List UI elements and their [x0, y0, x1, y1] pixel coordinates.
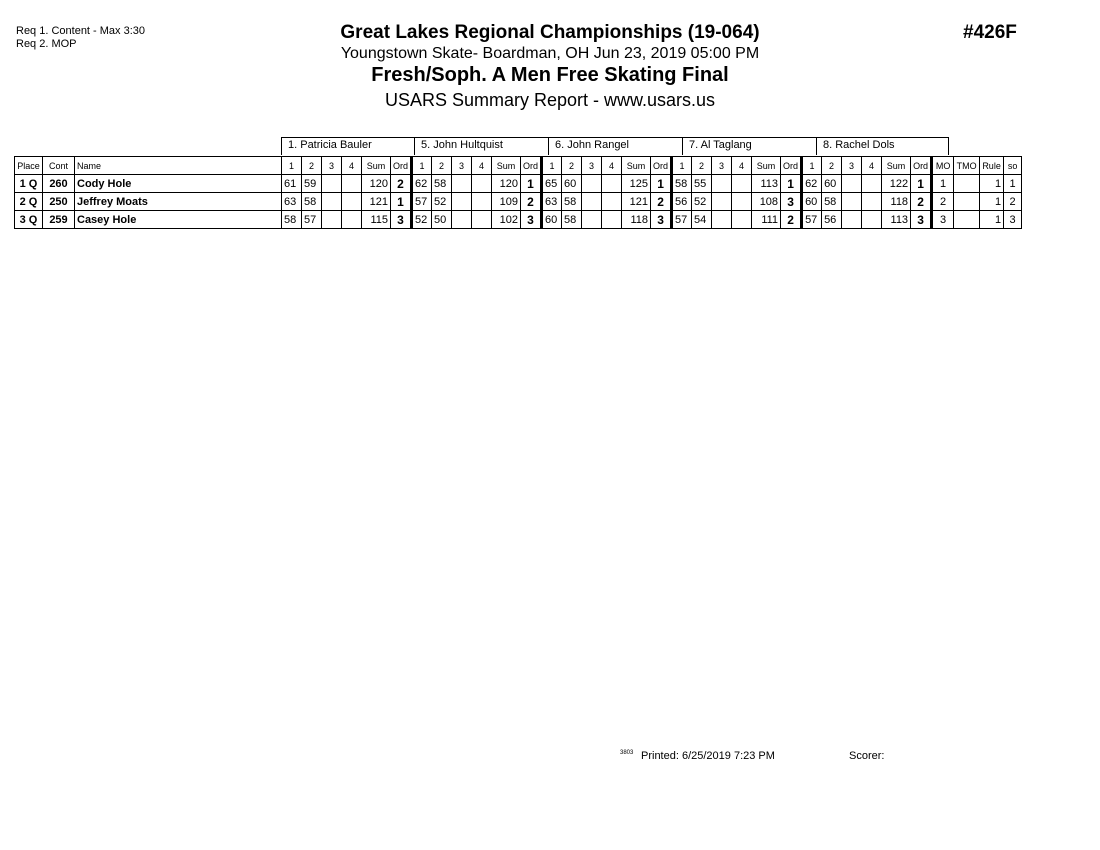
mark-cell: 62	[802, 175, 822, 193]
mark-cell	[342, 211, 362, 229]
printed-timestamp: Printed: 6/25/2019 7:23 PM	[641, 750, 775, 762]
column-header-name: Name	[75, 157, 282, 175]
column-header-rule: Rule	[980, 157, 1004, 175]
column-header-sum: Sum	[492, 157, 521, 175]
column-header-sum: Sum	[752, 157, 781, 175]
mark-cell	[472, 175, 492, 193]
results-table	[14, 156, 1022, 229]
column-header-mark: 4	[342, 157, 362, 175]
mark-cell: 60	[822, 175, 842, 193]
column-header-mark: 1	[802, 157, 822, 175]
sum-cell: 118	[882, 193, 911, 211]
column-header-mark: 4	[732, 157, 752, 175]
event-name: Fresh/Soph. A Men Free Skating Final	[371, 64, 729, 86]
column-header-mo: MO	[932, 157, 954, 175]
mark-cell	[842, 193, 862, 211]
so-cell: 1	[1004, 175, 1022, 193]
event-number: #426F	[963, 22, 1017, 43]
sum-cell: 113	[752, 175, 781, 193]
ordinal-cell: 3	[391, 211, 412, 229]
judge-name: 8. Rachel Dols	[816, 137, 949, 155]
place-cell: 1 Q	[15, 175, 43, 193]
mark-cell	[322, 193, 342, 211]
scorer-label: Scorer:	[849, 750, 885, 762]
column-header-place: Place	[15, 157, 43, 175]
mark-cell: 59	[302, 175, 322, 193]
ordinal-cell: 2	[781, 211, 802, 229]
mark-cell	[582, 193, 602, 211]
mark-cell: 58	[822, 193, 842, 211]
mark-cell: 62	[412, 175, 432, 193]
tmo-cell	[954, 193, 980, 211]
skater-name-cell: Casey Hole	[75, 211, 282, 229]
column-header-ord: Ord	[911, 157, 932, 175]
column-header-so: so	[1004, 157, 1022, 175]
ordinal-cell: 2	[651, 193, 672, 211]
column-header-mark: 1	[282, 157, 302, 175]
rule-cell: 1	[980, 175, 1004, 193]
column-header-cont: Cont	[43, 157, 75, 175]
sum-cell: 115	[362, 211, 391, 229]
ordinal-cell: 2	[911, 193, 932, 211]
mark-cell: 58	[562, 211, 582, 229]
judge-name: 1. Patricia Bauler	[281, 137, 415, 155]
judges-header	[0, 137, 1100, 155]
location-datetime: Youngstown Skate- Boardman, OH Jun 23, 2019 05:00 PM	[340, 45, 760, 62]
mark-cell: 58	[302, 193, 322, 211]
mark-cell: 63	[542, 193, 562, 211]
sum-cell: 121	[622, 193, 651, 211]
mark-cell	[732, 193, 752, 211]
place-cell: 3 Q	[15, 211, 43, 229]
mark-cell: 60	[542, 211, 562, 229]
mark-cell	[732, 175, 752, 193]
place-cell: 2 Q	[15, 193, 43, 211]
skater-name-cell: Cody Hole	[75, 175, 282, 193]
column-header-mark: 3	[842, 157, 862, 175]
mark-cell: 60	[802, 193, 822, 211]
column-header-mark: 3	[452, 157, 472, 175]
sum-cell: 109	[492, 193, 521, 211]
column-header-mark: 1	[542, 157, 562, 175]
tmo-cell	[954, 175, 980, 193]
judge-name: 6. John Rangel	[548, 137, 683, 155]
mark-cell: 57	[672, 211, 692, 229]
report-code: 3803	[620, 750, 634, 756]
column-header-mark: 3	[322, 157, 342, 175]
mark-cell	[602, 193, 622, 211]
mark-cell: 55	[692, 175, 712, 193]
mark-cell: 61	[282, 175, 302, 193]
sum-cell: 125	[622, 175, 651, 193]
sum-cell: 108	[752, 193, 781, 211]
mo-cell: 1	[932, 175, 954, 193]
mark-cell	[712, 193, 732, 211]
mark-cell	[452, 211, 472, 229]
contestant-number-cell: 260	[43, 175, 75, 193]
ordinal-cell: 2	[521, 193, 542, 211]
column-header-ord: Ord	[651, 157, 672, 175]
mark-cell	[582, 175, 602, 193]
column-header-mark: 2	[302, 157, 322, 175]
ordinal-cell: 2	[391, 175, 412, 193]
sum-cell: 113	[882, 211, 911, 229]
mark-cell: 58	[432, 175, 452, 193]
mark-cell	[862, 193, 882, 211]
mark-cell	[342, 193, 362, 211]
table-row	[15, 175, 1022, 193]
rule-cell: 1	[980, 211, 1004, 229]
mark-cell: 63	[282, 193, 302, 211]
tmo-cell	[954, 211, 980, 229]
column-header-tmo: TMO	[954, 157, 980, 175]
mark-cell	[862, 175, 882, 193]
column-header-ord: Ord	[391, 157, 412, 175]
ordinal-cell: 3	[651, 211, 672, 229]
column-header-sum: Sum	[362, 157, 391, 175]
column-header-mark: 4	[472, 157, 492, 175]
column-header-row	[15, 157, 1022, 175]
mark-cell	[732, 211, 752, 229]
ordinal-cell: 3	[911, 211, 932, 229]
mark-cell	[472, 193, 492, 211]
mark-cell	[322, 211, 342, 229]
column-header-mark: 4	[602, 157, 622, 175]
mark-cell: 54	[692, 211, 712, 229]
mark-cell	[452, 193, 472, 211]
sum-cell: 120	[492, 175, 521, 193]
judge-name: 5. John Hultquist	[414, 137, 549, 155]
column-header-mark: 2	[562, 157, 582, 175]
mark-cell: 57	[802, 211, 822, 229]
column-header-mark: 2	[692, 157, 712, 175]
sum-cell: 120	[362, 175, 391, 193]
column-header-ord: Ord	[521, 157, 542, 175]
column-header-sum: Sum	[882, 157, 911, 175]
mark-cell: 58	[282, 211, 302, 229]
mark-cell: 56	[672, 193, 692, 211]
competition-title: Great Lakes Regional Championships (19-064)	[340, 22, 760, 43]
rule-cell: 1	[980, 193, 1004, 211]
mark-cell	[322, 175, 342, 193]
mark-cell: 65	[542, 175, 562, 193]
mark-cell: 58	[562, 193, 582, 211]
mark-cell: 56	[822, 211, 842, 229]
requirement-1: Req 1. Content - Max 3:30	[16, 25, 146, 37]
column-header-mark: 2	[432, 157, 452, 175]
column-header-mark: 1	[412, 157, 432, 175]
sum-cell: 102	[492, 211, 521, 229]
mark-cell	[842, 175, 862, 193]
mark-cell	[342, 175, 362, 193]
mo-cell: 3	[932, 211, 954, 229]
column-header-mark: 2	[822, 157, 842, 175]
table-row	[15, 193, 1022, 211]
column-header-ord: Ord	[781, 157, 802, 175]
mark-cell: 58	[672, 175, 692, 193]
column-header-mark: 3	[582, 157, 602, 175]
mark-cell	[452, 175, 472, 193]
requirement-2: Req 2. MOP	[16, 38, 77, 50]
column-header-mark: 3	[712, 157, 732, 175]
mark-cell	[842, 211, 862, 229]
judge-name: 7. Al Taglang	[682, 137, 817, 155]
mark-cell: 52	[412, 211, 432, 229]
column-header-sum: Sum	[622, 157, 651, 175]
mark-cell	[582, 211, 602, 229]
mo-cell: 2	[932, 193, 954, 211]
sum-cell: 118	[622, 211, 651, 229]
column-header-mark: 1	[672, 157, 692, 175]
mark-cell: 50	[432, 211, 452, 229]
mark-cell	[862, 211, 882, 229]
table-row	[15, 211, 1022, 229]
ordinal-cell: 1	[651, 175, 672, 193]
so-cell: 2	[1004, 193, 1022, 211]
sum-cell: 111	[752, 211, 781, 229]
column-header-mark: 4	[862, 157, 882, 175]
ordinal-cell: 3	[521, 211, 542, 229]
ordinal-cell: 1	[521, 175, 542, 193]
so-cell: 3	[1004, 211, 1022, 229]
report-title: USARS Summary Report - www.usars.us	[384, 90, 716, 110]
mark-cell: 57	[412, 193, 432, 211]
skater-name-cell: Jeffrey Moats	[75, 193, 282, 211]
ordinal-cell: 1	[911, 175, 932, 193]
mark-cell	[712, 175, 732, 193]
contestant-number-cell: 250	[43, 193, 75, 211]
mark-cell	[602, 211, 622, 229]
sum-cell: 122	[882, 175, 911, 193]
mark-cell: 52	[432, 193, 452, 211]
ordinal-cell: 1	[781, 175, 802, 193]
mark-cell: 60	[562, 175, 582, 193]
mark-cell	[712, 211, 732, 229]
ordinal-cell: 3	[781, 193, 802, 211]
mark-cell	[602, 175, 622, 193]
mark-cell: 57	[302, 211, 322, 229]
mark-cell: 52	[692, 193, 712, 211]
ordinal-cell: 1	[391, 193, 412, 211]
contestant-number-cell: 259	[43, 211, 75, 229]
mark-cell	[472, 211, 492, 229]
sum-cell: 121	[362, 193, 391, 211]
